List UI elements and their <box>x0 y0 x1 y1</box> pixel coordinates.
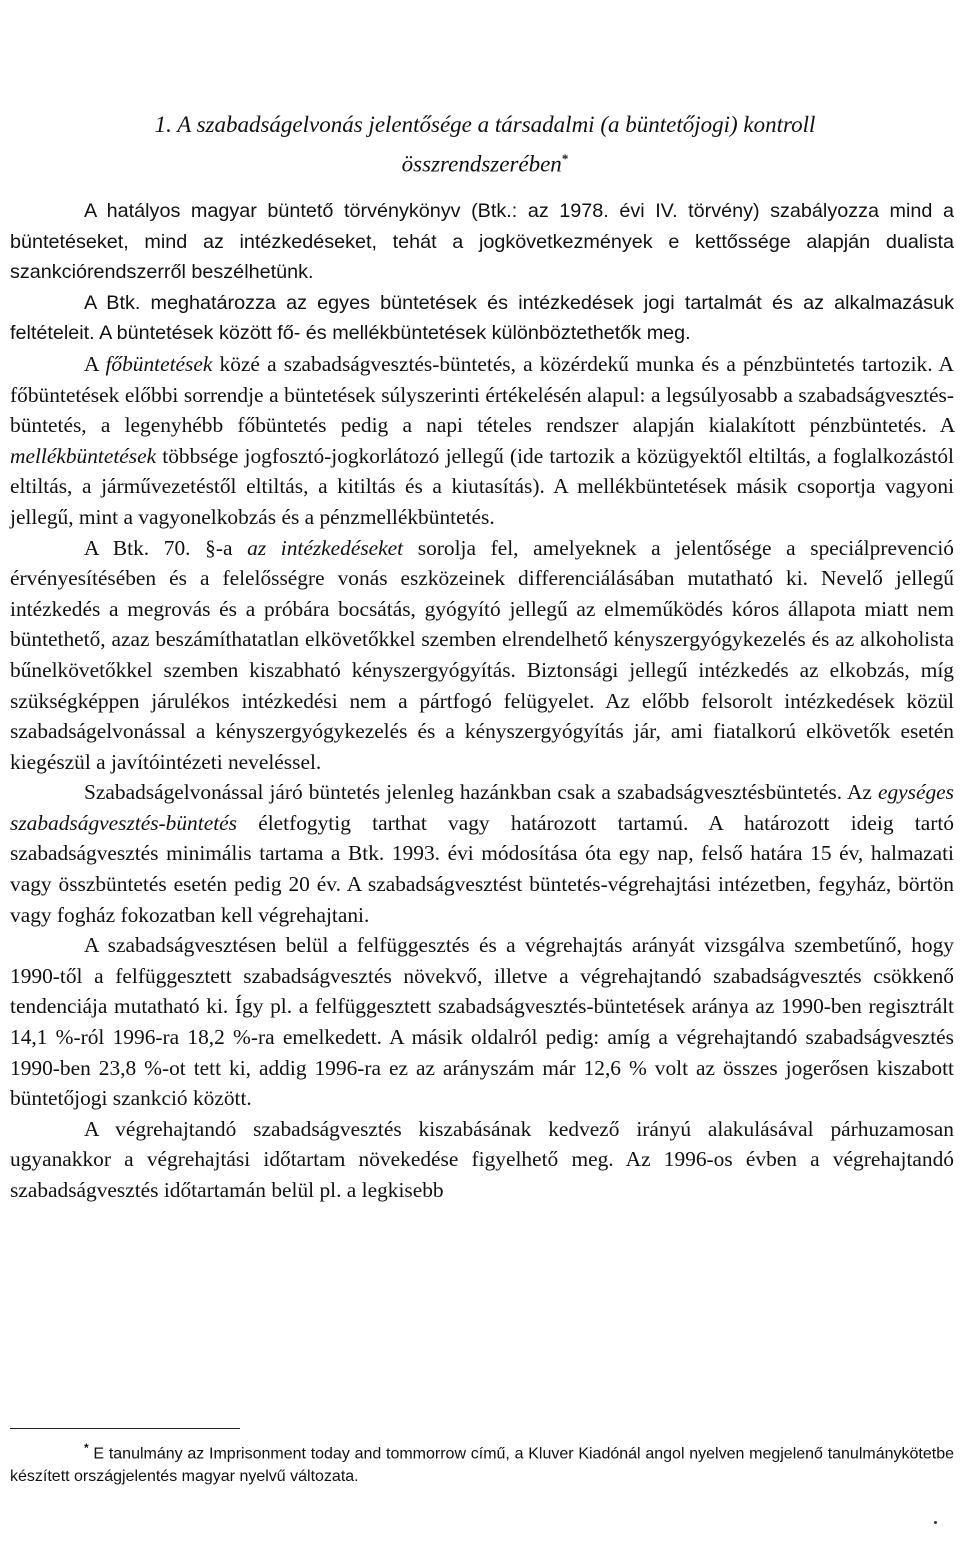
paragraph-4-part: A Btk. 70. §-a <box>84 535 233 560</box>
paragraph-3 <box>10 349 954 533</box>
paragraph-3-part: A <box>84 351 99 376</box>
footnote-divider <box>10 1428 240 1429</box>
paragraph-3-part: többsége jogfosztó-jogkorlátozó jellegű (ide tartozik a közügyektől eltiltás, a foglalkozástól eltiltás, a járművezetéstől eltiltás, a kitiltás és a kiutasítás). A mellékbüntetések másik csoportja vagyoni jellegű, mint a vagyonelkobzás és a pénzmellékbüntetés. <box>10 443 954 529</box>
footnote-text: E tanulmány az Imprisonment today and tommorrow című, a Kluver Kiadónál angol nyelven megjelenő tanulmánykötetbe készített országjelentés magyar nyelvű változata. <box>10 1445 954 1486</box>
chapter-heading <box>60 108 910 182</box>
paragraph-3-part: közé a szabadságvesztés-büntetés, a közérdekű munka és a pénzbüntetés tartozik. A főbüntetések előbbi sorrendje a büntetések súlyszerinti értékelésén alapul: a legsúlyosabb a szabadságvesztés-büntetés, a legenyhébb főbüntetés pedig a napi tételes rendszer alapján kialakított pénzbüntetés. A <box>10 351 954 438</box>
term-fobuntetesek: főbüntetések <box>105 351 213 376</box>
page-speck <box>934 1521 937 1524</box>
paragraph-7: A végrehajtandó szabadságvesztés kiszabásának kedvező irányú alakulásával párhuzamosan ugyanakkor a végrehajtási időtartam növekedése figyelhető meg. Az 1996-os évben a végrehajtandó szabadságvesztés időtartamán belül pl. a legkisebb <box>10 1116 954 1202</box>
term-mellekbuntetesek: mellékbüntetések <box>10 443 157 468</box>
chapter-title-line1: A szabadságelvonás jelentősége a társadalmi (a büntetőjogi) kontroll <box>177 112 816 137</box>
footnote-reference: * <box>561 151 569 166</box>
footnote-mark: * <box>84 1441 89 1455</box>
term-intezkedeseket: az intézkedéseket <box>247 535 404 560</box>
paragraph-4-part: sorolja fel, amelyeknek a jelentősége a speciálprevenció érvényesítésében és a felelősségre vonás eszközeinek differenciálásában mutatható ki. Nevelő jellegű intézkedés a megrovás és a próbára bocsátás, gyógyító jellegű az elmeműködés kóros állapota miatt nem büntethető, azaz beszámíthatatlan elkövetőkkel szemben elrendelhető kényszergyógykezelés és az alkoholista bűnelkövetőkkel szemben kiszabható kényszergyógyítás. Biztonsági jellegű intézkedés az elkobzás, míg szükségképpen járulékos intézkedési nem a pártfogó felügyelet. Az előbb felsorolt intézkedések közül szabadságelvonással a kényszergyógykezelés és a kényszergyógyítás jár, ami fiatalkorú elkövetők esetén kiegészül a javítóintézeti neveléssel. <box>10 535 954 774</box>
footnote <box>10 1437 954 1488</box>
body-text <box>10 196 954 1206</box>
paragraph-6: A szabadságvesztésen belül a felfüggesztés és a végrehajtás arányát vizsgálva szembetűnő, hogy 1990-től a felfüggesztett szabadságvesztés növekvő, illetve a végrehajtandó szabadságvesztés csökkenő tendenciája mutatható ki. Így pl. a felfüggesztett szabadságvesztés-büntetések aránya az 1990-ben regisztrált 14,1 %-ról 1996-ra 18,2 %-ra emelkedett. A másik oldalról pedig: amíg a végrehajtandó szabadságvesztés 1990-ben 23,8 %-ot tett ki, addig 1996-ra ez az arányszám már 12,6 % volt az összes jogerősen kiszabott büntetőjogi szankció között. <box>10 933 954 1111</box>
paragraph-4 <box>10 533 954 778</box>
paragraph-1: A hatályos magyar büntető törvénykönyv (Btk.: az 1978. évi IV. törvény) szabályozza mind a büntetéseket, mind az intézkedéseket, tehát a jogkövetkezmények e kettőssége alapján dualista szankciórendszerről beszélhetünk. <box>10 200 954 284</box>
paragraph-2: A Btk. meghatározza az egyes büntetések és intézkedések jogi tartalmát és az alkalmazásuk feltételeit. A büntetések között fő- és mellékbüntetések különböztethetők meg. <box>10 291 954 345</box>
chapter-title-line2: összrendszerében <box>401 151 562 177</box>
chapter-number: 1. <box>154 112 172 137</box>
paragraph-5-part: életfogytig tarthat vagy határozott tartamú. A határozott ideig tartó szabadságvesztés minimális tartama a Btk. 1993. évi módosítása óta egy nap, felső határa 15 év, halmazati vagy összbüntetés esetén pedig 20 év. A szabadságvesztést büntetés-végrehajtási intézetben, fegyház, börtön vagy fogház fokozatban kell végrehajtani. <box>10 810 954 927</box>
paragraph-5 <box>10 777 954 930</box>
paragraph-5-part: Szabadságelvonással járó büntetés jelenleg hazánkban csak a szabadságvesztésbüntetés. Az <box>84 780 872 805</box>
term-egyseges-szabadsagvesztes: egységes szabadságvesztés-büntetés <box>10 780 954 835</box>
